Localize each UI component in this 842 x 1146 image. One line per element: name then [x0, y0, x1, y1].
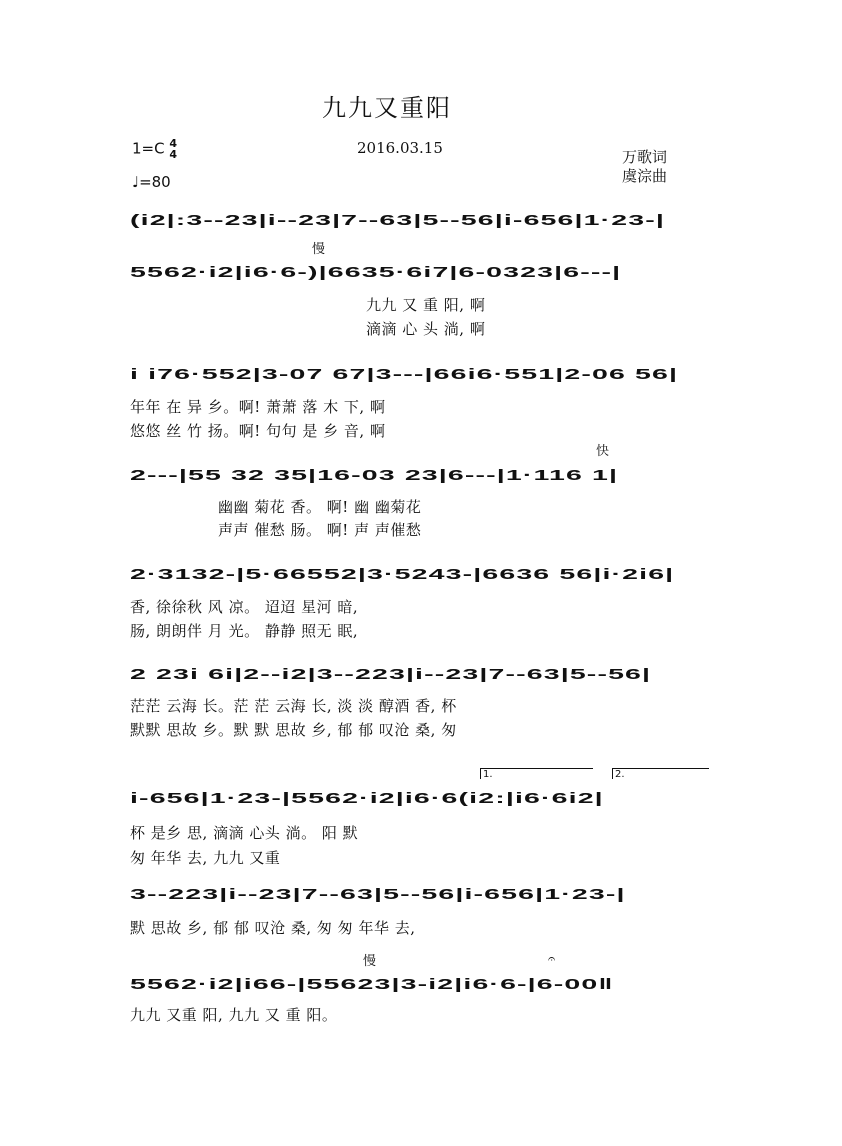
- volta-1: 1.: [480, 768, 593, 779]
- system-2-lyric-1: 九九 又 重 阳, 啊: [366, 296, 486, 314]
- slow-mark-2: 慢: [363, 954, 377, 969]
- system-2-notes: 5562·i2|i6·6-)|6635·6i7|6-0323|6---|: [130, 264, 622, 281]
- system-6-lyric-1: 茫茫 云海 长。茫 茫 云海 长, 淡 淡 醇酒 香, 杯: [130, 697, 457, 715]
- key-text: 1=C: [132, 139, 165, 158]
- system-4-lyric-1: 幽幽 菊花 香。 啊! 幽 幽菊花: [218, 498, 422, 516]
- meter-denominator: 4: [169, 148, 178, 161]
- date-label: 2016.03.15: [357, 139, 443, 157]
- system-3-lyric-2: 悠悠 丝 竹 扬。啊! 句句 是 乡 音, 啊: [130, 422, 386, 440]
- system-9-lyric-1: 九九 又重 阳, 九九 又 重 阳。: [130, 1006, 338, 1024]
- system-6-lyric-2: 默默 思故 乡。默 默 思故 乡, 郁 郁 叹沧 桑, 匆: [130, 721, 457, 739]
- system-7-notes: i-656|1·23-|5562·i2|i6·6(i2:|i6·6i2|: [130, 790, 604, 807]
- system-8-lyric-1: 默 思故 乡, 郁 郁 叹沧 桑, 匆 匆 年华 去,: [130, 919, 416, 937]
- system-6-notes: 2 23i 6i|2--i2|3--223|i--23|7--63|5--56|: [130, 666, 652, 683]
- composer-credit: 虞淙曲: [622, 167, 668, 185]
- system-2-lyric-2: 滴滴 心 头 淌, 啊: [366, 320, 486, 338]
- system-3-lyric-1: 年年 在 异 乡。啊! 萧萧 落 木 下, 啊: [130, 398, 386, 416]
- system-8-notes: 3--223|i--23|7--63|5--56|i-656|1·23-|: [130, 886, 626, 903]
- system-4-notes: 2---|55 32 35|16-03 23|6---|1·116 1|: [130, 467, 619, 484]
- fermata-mark: 𝄐: [548, 952, 556, 967]
- lyricist-credit: 万歌词: [622, 148, 668, 166]
- system-7-lyric-2: 匆 年华 去, 九九 又重: [130, 849, 281, 867]
- tempo-mark: ♩=80: [132, 173, 171, 191]
- system-7-lyric-1: 杯 是乡 思, 滴滴 心头 淌。 阳 默: [130, 824, 359, 842]
- system-1-notes: (i2|:3--23|i--23|7--63|5--56|i-656|1·23-|: [130, 212, 665, 229]
- key-signature: [132, 138, 177, 160]
- slow-mark-1: 慢: [312, 242, 326, 257]
- system-5-lyric-1: 香, 徐徐秋 风 凉。 迢迢 星河 暗,: [130, 598, 359, 616]
- system-4-lyric-2: 声声 催愁 肠。 啊! 声 声催愁: [218, 521, 422, 539]
- system-5-lyric-2: 肠, 朗朗伴 月 光。 静静 照无 眠,: [130, 622, 359, 640]
- system-5-notes: 2·3132-|5·66552|3·5243-|6636 56|i·2i6|: [130, 566, 675, 583]
- meter-numerator: 4: [169, 137, 178, 150]
- system-3-notes: i i76·552|3-07 67|3---|66i6·551|2-06 56|: [130, 366, 679, 383]
- page-title: 九九又重阳: [322, 94, 452, 122]
- system-9-notes: 5562·i2|i66-|55623|3-i2|i6·6-|6-00‖: [130, 976, 614, 993]
- fast-mark: 快: [596, 444, 610, 459]
- time-signature: [169, 138, 177, 160]
- volta-2: 2.: [612, 768, 709, 779]
